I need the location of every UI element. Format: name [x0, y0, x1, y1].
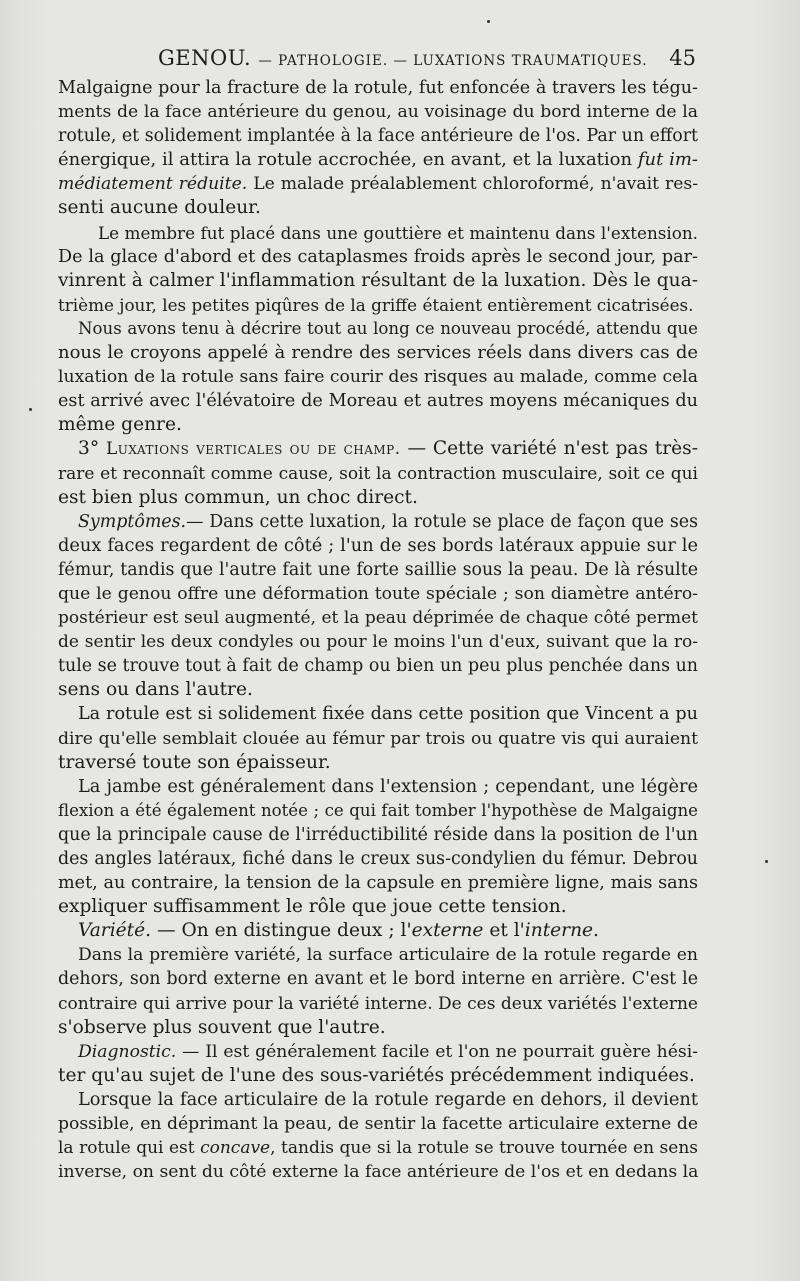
text-line: même genre. — [58, 414, 182, 436]
text-line: Le membre fut placé dans une gouttière et maintenu dans l'extension. — [98, 222, 698, 243]
text-run: — On en distingue deux ; l' — [156, 920, 412, 942]
italic-run: médiatement réduite. — [58, 174, 248, 195]
text-run: énergique, il attira la rotule accrochée, en avant, et la luxation — [58, 149, 633, 171]
paragraph-6 — [58, 702, 698, 774]
text-line: rare et reconnaît comme cause, soit la contraction musculaire, soit ce qui — [58, 463, 698, 484]
subheading-diagnostic: Diagnostic. — [78, 1041, 177, 1062]
paragraph-7 — [58, 775, 698, 920]
text-line: deux faces regardent de côté ; l'un de ses bords latéraux appuie sur le — [58, 534, 698, 556]
paragraph-8 — [58, 919, 698, 943]
text-line: ments de la face antérieure du genou, au voisinage du bord interne de la — [58, 102, 698, 123]
paragraph-1 — [58, 76, 698, 221]
text-run: . — [593, 920, 599, 942]
paragraph-9 — [58, 943, 698, 1039]
italic-run: fut im- — [637, 149, 698, 171]
text-line: dire qu'elle semblait clouée au fémur par trois ou quatre vis qui auraient — [58, 728, 698, 749]
text-line — [58, 919, 698, 943]
text-line: inverse, on sent du côté externe la face antérieure de l'os et en dedans la — [58, 1162, 699, 1183]
text-line: senti aucune douleur. — [58, 197, 261, 219]
text-line: met, au contraire, la tension de la capsule en première ligne, mais sans — [58, 873, 698, 894]
text-line: contraire qui arrive pour la variété interne. De ces deux variétés l'externe — [58, 993, 698, 1014]
text-line: de sentir les deux condyles ou pour le moins l'un d'eux, suivant que la ro- — [58, 632, 698, 653]
italic-run: interne — [524, 920, 594, 942]
text-line: fémur, tandis que l'autre fait une forte saillie sous la peau. De là résulte — [58, 559, 698, 580]
section-heading: Luxations verticales ou de champ. — [105, 439, 401, 460]
text-line: des angles latéraux, fiché dans le creux sus-condylien du fémur. Debrou — [58, 849, 698, 869]
text-line: que le genou offre une déformation toute spéciale ; son diamètre antéro- — [58, 583, 698, 604]
text-line: luxation de la rotule sans faire courir des risques au malade, comme cela — [58, 367, 698, 388]
page-body — [58, 76, 698, 1184]
text-line: Nous avons tenu à décrire tout au long ce nouveau procédé, attendu que — [78, 318, 698, 338]
text-line: Lorsque la face articulaire de la rotule regarde en dehors, il devient — [78, 1088, 698, 1110]
text-line: expliquer suffisamment le rôle que joue cette tension. — [58, 896, 567, 918]
text-line: La rotule est si solidement fixée dans cette position que Vincent a pu — [78, 704, 698, 725]
text-line: que la principale cause de l'irréductibilité réside dans la position de l'un — [58, 824, 698, 845]
text-line: tule se trouve tout à fait de champ ou bien un peu plus penchée dans un — [58, 656, 698, 677]
paragraph-2 — [58, 221, 698, 317]
text-line: traversé toute son épaisseur. — [58, 751, 331, 773]
subheading-variete: Variété. — [78, 920, 152, 942]
paragraph-10 — [58, 1040, 698, 1088]
text-run: Le malade préalablement chloroformé, n'avait res- — [253, 174, 699, 195]
text-run: la rotule qui est — [58, 1138, 195, 1159]
text-line — [58, 148, 698, 172]
scan-speck — [487, 20, 490, 23]
text-line: vinrent à calmer l'inflammation résultant de la luxation. Dès le qua- — [58, 269, 698, 291]
paragraph-4 — [58, 437, 698, 509]
scan-speck — [29, 408, 32, 411]
text-line: est bien plus commun, un choc direct. — [58, 486, 418, 508]
text-line — [58, 510, 698, 534]
italic-run: externe — [411, 920, 484, 942]
text-line: flexion a été également notée ; ce qui fait tomber l'hypothèse de Malgaigne — [58, 800, 698, 820]
subheading-symptomes: Symptômes. — [78, 511, 187, 532]
text-run: — Dans cette luxation, la rotule se place de façon que ses — [186, 511, 698, 532]
header-section: — PATHOLOGIE. — LUXATIONS TRAUMATIQUES. — [258, 53, 648, 69]
text-run: — Cette variété n'est pas très- — [407, 438, 698, 460]
text-run: et l' — [483, 920, 525, 942]
section-number: 3° — [78, 438, 100, 460]
page-number: 45 — [669, 46, 696, 70]
text-line — [58, 172, 698, 196]
text-line: nous le croyons appelé à rendre des services réels dans divers cas de — [58, 342, 698, 364]
text-line: De la glace d'abord et des cataplasmes froids après le second jour, par- — [58, 246, 698, 267]
text-line: s'observe plus souvent que l'autre. — [58, 1016, 386, 1038]
header-genou: GENOU. — [158, 46, 252, 70]
paragraph-5 — [58, 510, 698, 703]
paragraph-3 — [58, 317, 698, 437]
text-line: possible, en déprimant la peau, de sentir la facette articulaire externe de — [58, 1114, 698, 1135]
scan-speck — [765, 860, 768, 863]
text-line — [58, 1040, 698, 1064]
text-line: sens ou dans l'autre. — [58, 679, 253, 701]
text-line — [58, 1136, 698, 1160]
text-line: postérieur est seul augmenté, et la peau déprimée de chaque côté permet — [58, 608, 698, 629]
text-line: ter qu'au sujet de l'une des sous-variétés précédemment indiquées. — [58, 1064, 695, 1086]
text-line: rotule, et solidement implantée à la face antérieure de l'os. Par un effort — [58, 126, 698, 147]
paragraph-11 — [58, 1088, 698, 1184]
running-header — [58, 46, 698, 74]
text-run: , tandis que si la rotule se trouve tournée en sens — [270, 1138, 698, 1159]
text-line: Dans la première variété, la surface articulaire de la rotule regarde en — [78, 945, 698, 966]
text-line — [58, 437, 698, 461]
text-line: Malgaigne pour la fracture de la rotule, fut enfoncée à travers les tégu- — [58, 78, 698, 98]
header-title — [158, 46, 648, 70]
text-run: — Il est généralement facile et l'on ne pourrait guère hési- — [182, 1041, 699, 1062]
text-line: La jambe est généralement dans l'extension ; cependant, une légère — [78, 775, 698, 797]
italic-run: concave — [200, 1138, 271, 1159]
text-line: est arrivé avec l'élévatoire de Moreau et autres moyens mécaniques du — [58, 391, 698, 412]
text-line: dehors, son bord externe en avant et le bord interne en arrière. C'est le — [58, 969, 698, 990]
text-line: trième jour, les petites piqûres de la griffe étaient entièrement cicatrisées. — [58, 294, 694, 315]
